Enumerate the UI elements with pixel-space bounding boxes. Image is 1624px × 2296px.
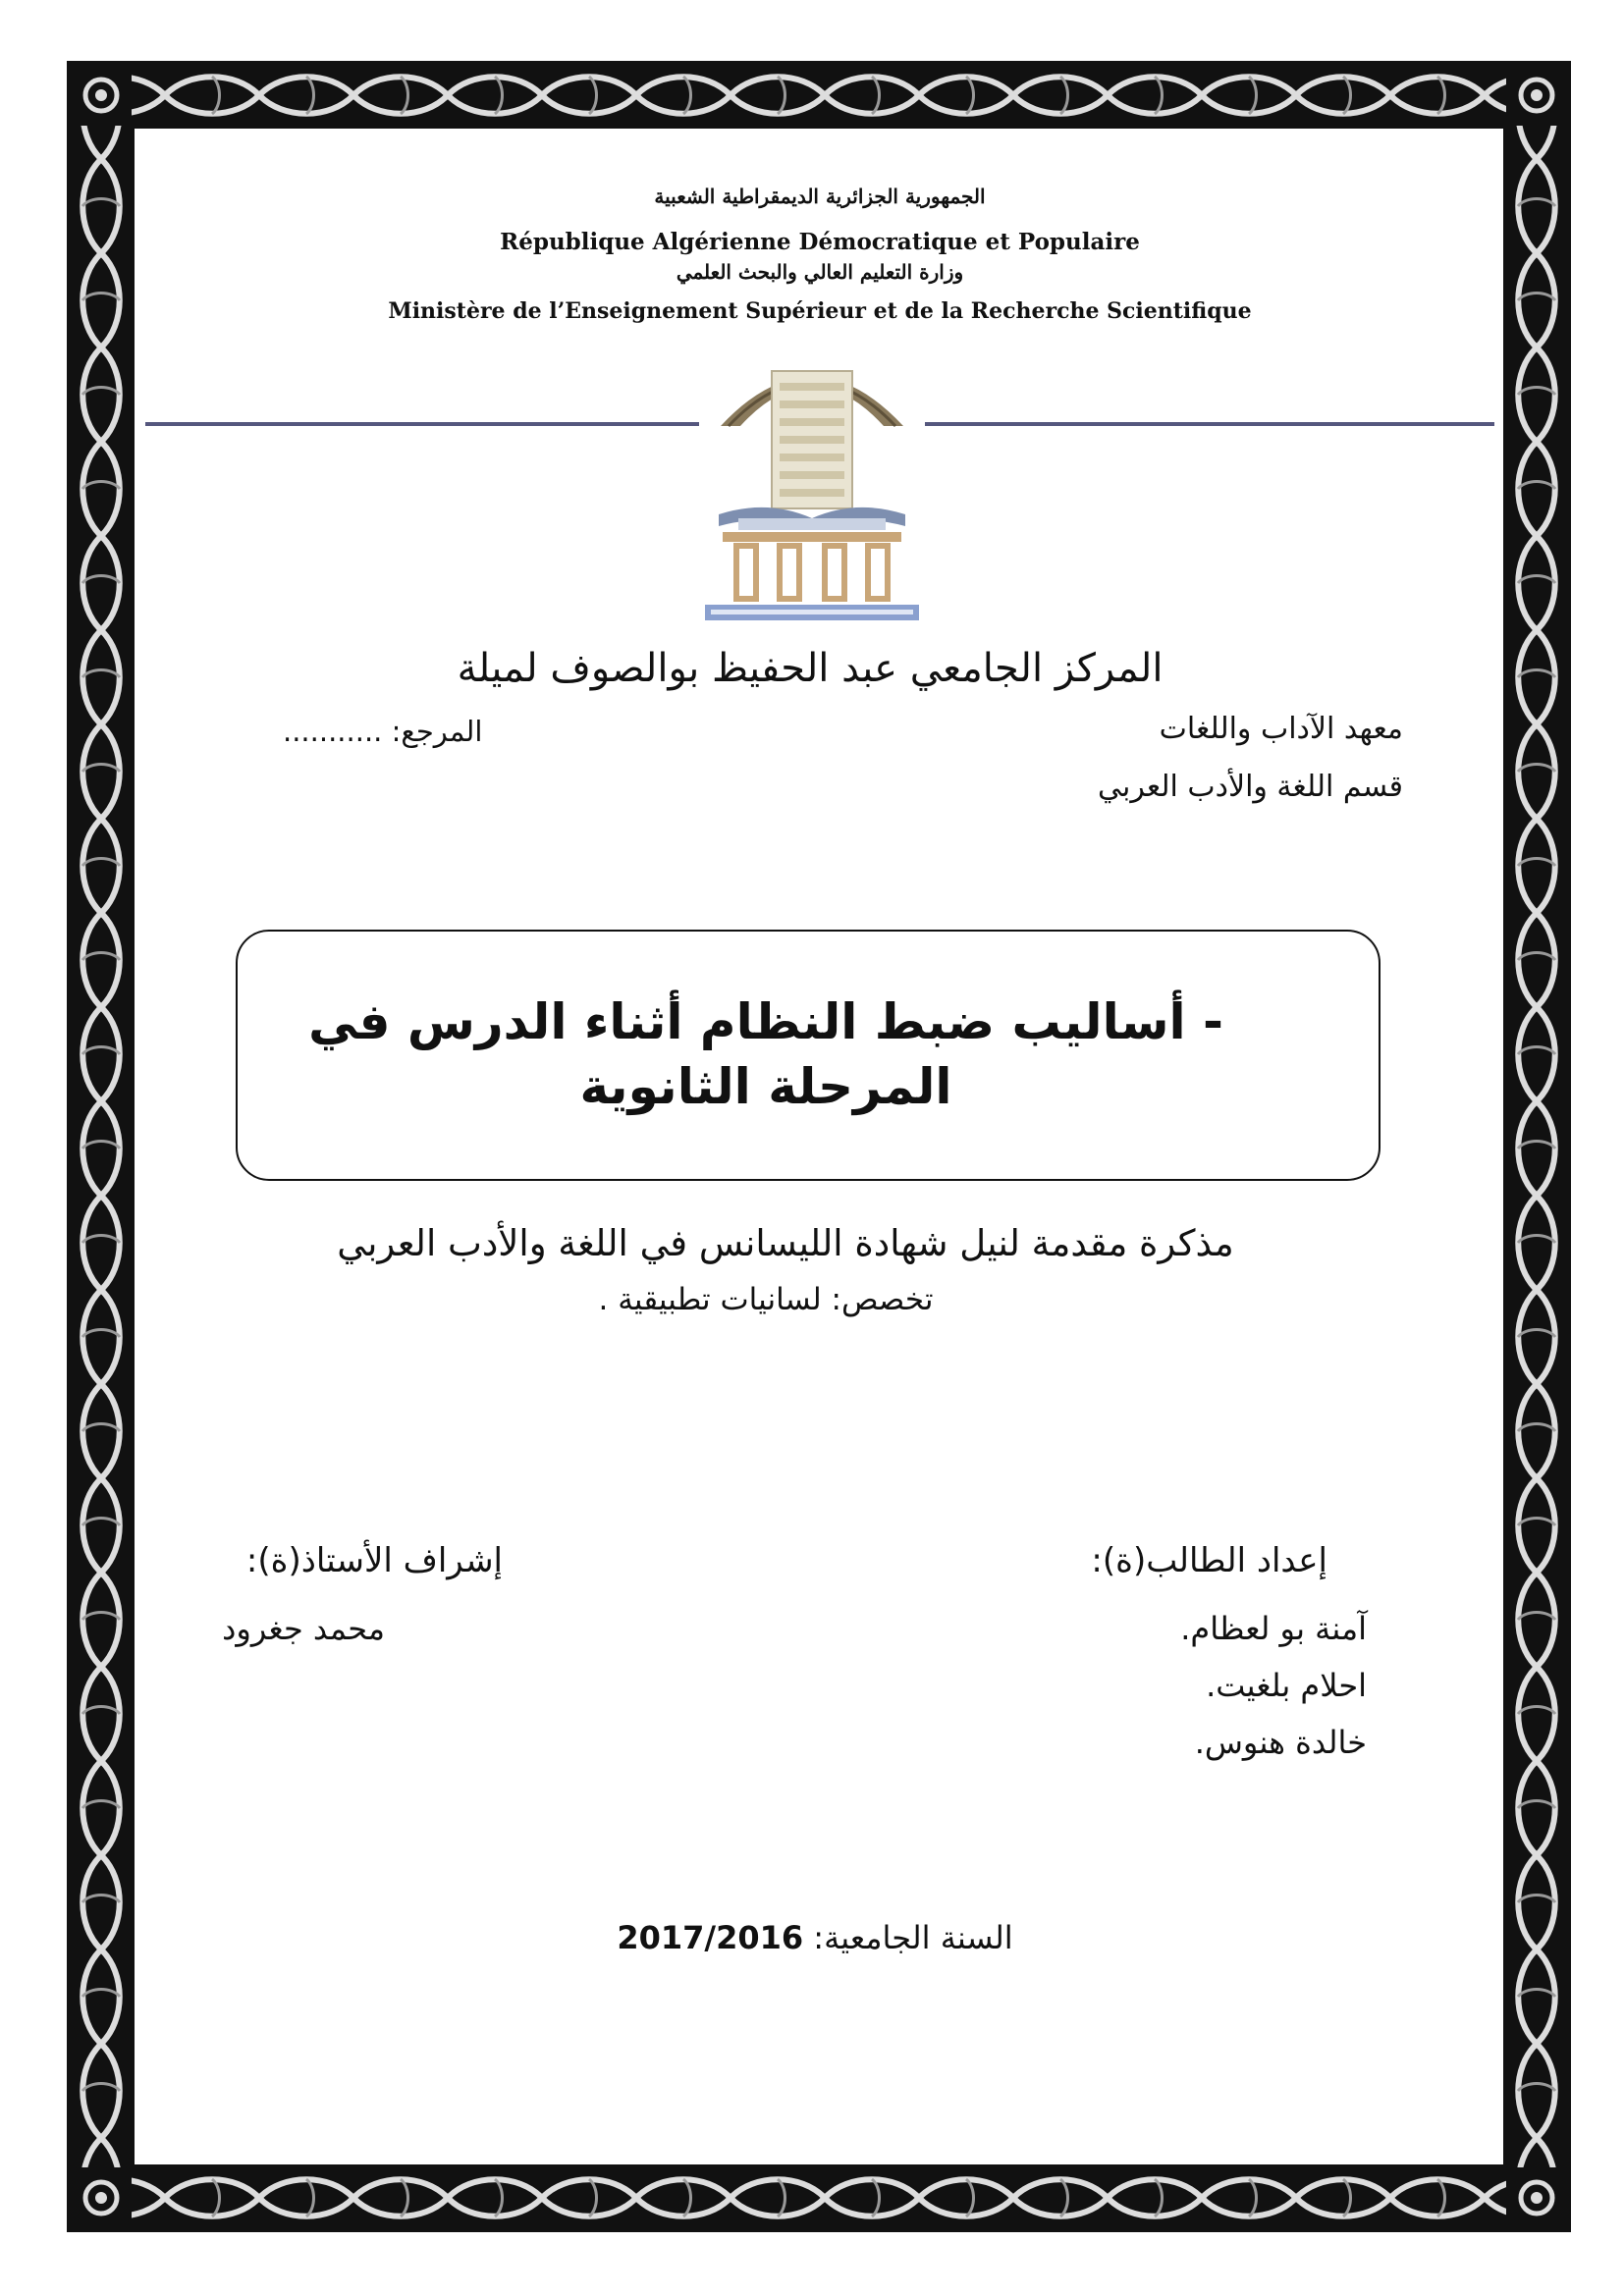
thesis-title: - أساليب ضبط النظام أثناء الدرس في المرحلة الثانوية bbox=[308, 993, 1223, 1115]
header-republic-french: République Algérienne Démocratique et Populaire bbox=[500, 229, 1140, 255]
corner-ornament-icon bbox=[1506, 65, 1567, 126]
academic-year-value: 2017/2016 bbox=[617, 1919, 804, 1956]
header-ministry-arabic: وزارة التعليم العالي والبحث العلمي bbox=[676, 260, 964, 284]
university-center-name: المركز الجامعي عبد الحفيظ بوالصوف لميلة bbox=[457, 646, 1164, 691]
students-label: إعداد الطالب(ة): bbox=[1091, 1541, 1327, 1580]
reference-number: المرجع: ........... bbox=[283, 715, 483, 748]
memo-purpose: مذكرة مقدمة لنيل شهادة الليسانس في اللغة والأدب العربي bbox=[337, 1222, 1234, 1264]
university-building-logo-icon bbox=[699, 332, 925, 622]
border-chain-right bbox=[1506, 65, 1567, 2228]
student-name: خالدة هنوس. bbox=[1194, 1724, 1367, 1761]
corner-ornament-icon bbox=[1506, 2167, 1567, 2228]
supervisor-label: إشراف الأستاذ(ة): bbox=[245, 1541, 503, 1580]
student-name: آمنة بو لعظام. bbox=[1180, 1610, 1367, 1647]
department-name: قسم اللغة والأدب العربي bbox=[1097, 770, 1403, 804]
corner-ornament-icon bbox=[71, 65, 132, 126]
institute-name: معهد الآداب واللغات bbox=[1159, 712, 1403, 746]
border-chain-left bbox=[71, 65, 132, 2228]
supervisor-name: محمد جغرود bbox=[222, 1610, 385, 1647]
header-republic-arabic: الجمهورية الجزائرية الديمقراطية الشعبية bbox=[654, 185, 986, 208]
corner-ornament-icon bbox=[71, 2167, 132, 2228]
border-chain-top bbox=[71, 65, 1567, 126]
header-divider-left bbox=[145, 422, 707, 426]
academic-year bbox=[393, 1919, 1237, 1956]
header-divider-right bbox=[915, 422, 1494, 426]
student-name: احلام بلغيت. bbox=[1206, 1667, 1367, 1704]
border-chain-bottom bbox=[71, 2167, 1567, 2228]
header-ministry-french: Ministère de l’Enseignement Supérieur et de la Recherche Scientifique bbox=[388, 298, 1252, 324]
academic-year-label: السنة الجامعية: bbox=[813, 1919, 1013, 1956]
memo-specialty: تخصص: لسانيات تطبيقية . bbox=[598, 1282, 934, 1317]
